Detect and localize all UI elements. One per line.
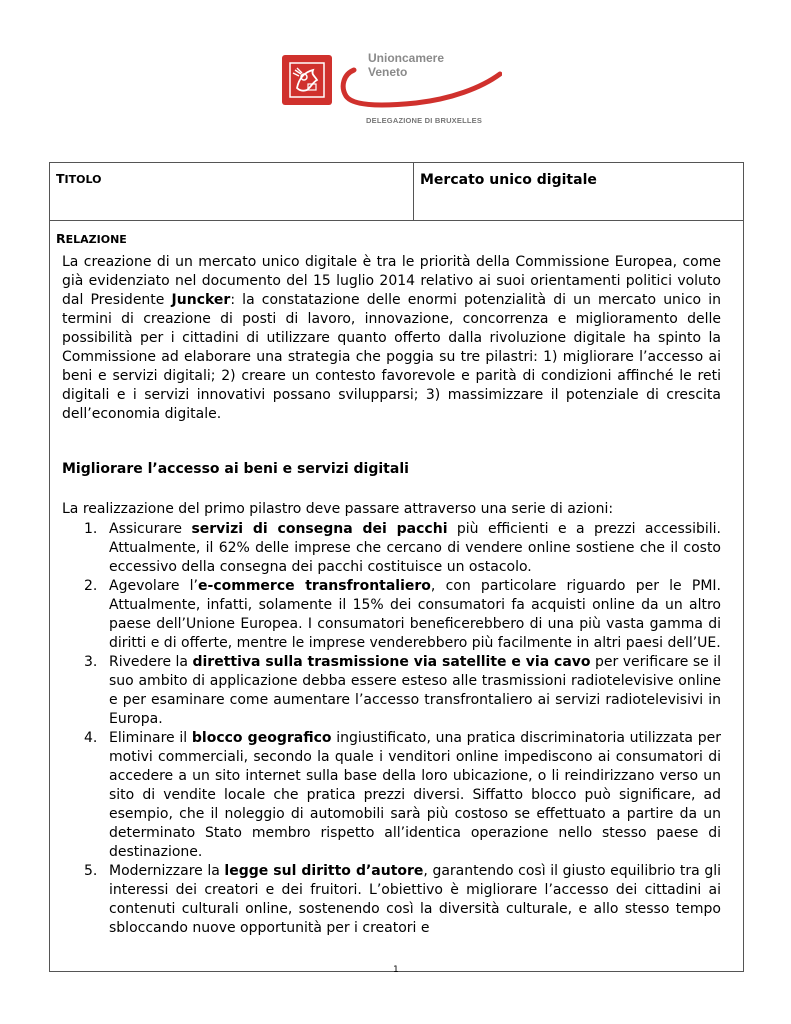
- title-label-rest: ITOLO: [64, 173, 102, 186]
- list-item-number: 1.: [84, 521, 98, 537]
- list-item-bold: servizi di consegna dei pacchi: [191, 521, 448, 537]
- list-item-pre: Assicurare: [109, 521, 192, 537]
- list-item-post: , con particolare riguardo per le PMI. Attualmente, infatti, solamente il 15% dei consumatori fa acquisti online da un altro paese dell’Unione Europea. I consumatori beneficerebbero di una più vasta gamma di diritti e di offerte, mentre le imprese venderebbero più facilmente in altri paesi dell’UE.: [109, 578, 721, 651]
- relazione-label-rest: ELAZIONE: [65, 233, 127, 246]
- list-item-number: 2.: [84, 578, 98, 594]
- title-label-initial: T: [56, 171, 65, 186]
- list-item: [62, 577, 721, 653]
- list-item-bold: blocco geografico: [191, 730, 332, 746]
- relazione-label-initial: R: [56, 231, 66, 246]
- intro-paragraph: [62, 253, 721, 424]
- list-item: [62, 520, 721, 577]
- lion-seal-logo: [282, 55, 332, 105]
- intro-text-a: La creazione di un mercato unico digitale è tra le priorità della Commissione Europea, come già evidenziato nel documento del 15 luglio 2014 relativo ai suoi orientamenti politici voluto dal Presidente: [62, 254, 721, 308]
- list-item-bold: e-commerce transfrontaliero: [198, 578, 431, 594]
- list-item: [62, 653, 721, 729]
- document-title: Mercato unico digitale: [420, 172, 597, 188]
- title-row: [49, 162, 744, 220]
- list-item: [62, 862, 721, 938]
- list-item-post: , garantendo così il giusto equilibrio tra gli interessi dei creatori e dei fruitori. L’obiettivo è migliorare l’accesso dei cittadini ai contenuti culturali online, sostenendo così la diversità culturale, e allo stesso tempo sbloccando nuove opportunità per i creatori e: [109, 863, 721, 936]
- list-item-pre: Rivedere la: [109, 654, 193, 670]
- list-item-bold: legge sul diritto d’autore: [224, 863, 424, 879]
- list-item-pre: Agevolare l’: [109, 578, 199, 594]
- list-item-number: 4.: [84, 730, 98, 746]
- relazione-label: [56, 231, 127, 246]
- org-name-line2: Veneto: [368, 65, 408, 79]
- list-item-post: per verificare se il suo ambito di applicazione debba essere esteso alle trasmissioni radiotelevisive online e per esaminare come aumentare l’accesso transfrontaliero ai servizi radiotelevisivi in Europa.: [109, 654, 722, 727]
- list-item: [62, 729, 721, 862]
- list-item-pre: Eliminare il: [109, 730, 192, 746]
- list-item-post: ingiustificato, una pratica discriminatoria utilizzata per motivi commerciali, secondo la quale i venditori online impediscono ai consumatori di accedere a un sito internet sulla base della loro ubicazione, o li reindirizzano verso un sito di vendite locale che pratica prezzi diversi. Siffatto blocco può significare, ad esempio, che il noleggio di automobili sarà più costoso se effettuato a partire da un determinato Stato membro rispetto all’identica operazione nello stesso paese di destinazione.: [109, 730, 721, 860]
- list-item-post: più efficienti e a prezzi accessibili. Attualmente, il 62% delle imprese che cercano di vendere online sostiene che il costo eccessivo della consegna dei pacchi costituisce un ostacolo.: [109, 521, 722, 575]
- list-item-number: 3.: [84, 654, 98, 670]
- winged-lion-icon: [287, 60, 327, 100]
- title-label: [56, 171, 101, 186]
- title-row-divider: [413, 162, 414, 221]
- intro-text-b: : la constatazione delle enormi potenzialità di un mercato unico in termini di creazione di posti di lavoro, innovazione, concorrenza e miglioramento delle possibilità per i cittadini di utilizzare quanto offerto dalla rivoluzione digitale ha spinto la Commissione ad elaborare una strategia che poggia su tre pilastri: 1) migliorare l’accesso ai beni e servizi digitali; 2) creare un contesto favorevole e parità di condizioni affinché le reti digitali e i servizi innovativi possano svilupparsi; 3) massimizzare il potenziale di crescita dell’economia digitale.: [62, 292, 721, 422]
- action-list: [62, 520, 721, 938]
- list-item-pre: Modernizzare la: [109, 863, 225, 879]
- org-subtitle: DELEGAZIONE DI BRUXELLES: [366, 116, 483, 125]
- page-number: 1: [393, 965, 399, 975]
- org-name-line1: Unioncamere: [368, 51, 445, 65]
- section-intro: La realizzazione del primo pilastro deve passare attraverso una serie di azioni:: [62, 501, 614, 517]
- intro-text-bold: Juncker: [171, 292, 231, 308]
- list-item-number: 5.: [84, 863, 98, 879]
- section-heading: Migliorare l’accesso ai beni e servizi digitali: [62, 461, 409, 477]
- logo-swoosh-icon: [336, 66, 502, 110]
- list-item-bold: direttiva sulla trasmissione via satellite e via cavo: [192, 654, 591, 670]
